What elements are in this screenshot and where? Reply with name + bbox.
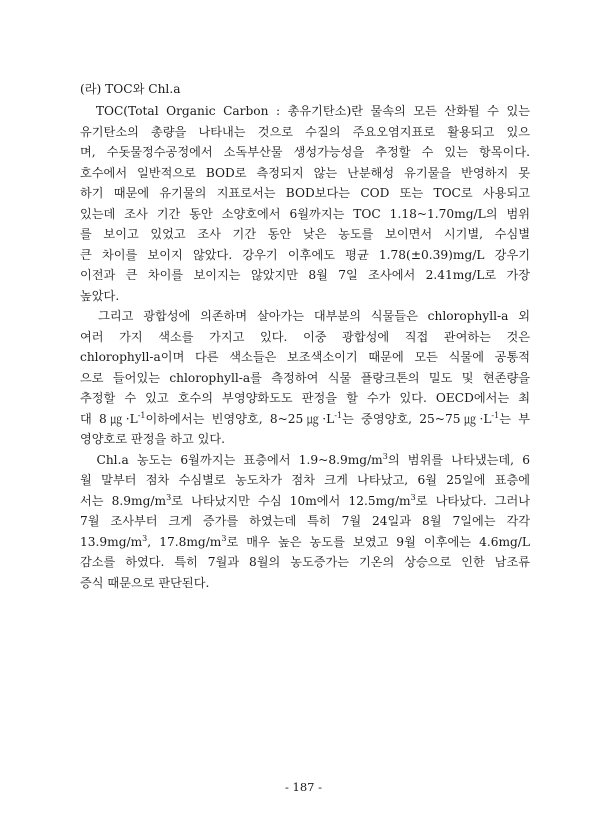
- body-line: $13.9mg/m^3$, $17.8mg/m^3$로 매우 높은 농도를 보였고 9월 이후에는 4.6mg/L: [80, 533, 531, 549]
- body-line: 이전과 큰 차이를 보이지는 않았지만 8월 7일 조사에서 2.41mg/L로 가장: [80, 268, 530, 282]
- body-line: 대 $8㎍\cdot L^{-1}$이하에서는 빈영양호, $8\sim 25㎍\cdot L^{-1}$는 중영양호, $25\sim 75㎍\cdot L^{-1}$는 부: [80, 410, 531, 426]
- page-number: - 187 -: [284, 780, 323, 794]
- body-line: 월 말부터 점차 수심별로 농도차가 점차 크게 나타났고, 6월 25일에 표층에: [80, 473, 530, 487]
- body-line: 여러 가지 색소를 가지고 있다. 이중 광합성에 직접 관여하는 것은: [80, 329, 530, 344]
- body-line: TOC(Total Organic Carbon : 총유기탄소)란 물속의 모든 산화될 수 있는: [80, 104, 530, 118]
- body-line: 7월 조사부터 크게 증가를 하였는데 특히 7월 24일과 8월 7일에는 각각: [80, 514, 530, 528]
- body-line: 영양호로 판정을 하고 있다.: [80, 432, 226, 446]
- body-line: 그리고 광합성에 의존하며 살아가는 대부분의 식물들은 chlorophyll-a 외: [80, 309, 530, 323]
- body-line: 호수에서 일반적으로 BOD로 측정되지 않는 난분해성 유기물을 반영하지 못: [80, 165, 530, 180]
- body-line: 유기탄소의 총량을 나타내는 것으로 수질의 주요오염지표로 활용되고 있으: [80, 124, 530, 139]
- body-line: 추정할 수 있고 호수의 부영양화도도 판정을 할 수가 있다. OECD에서는 최: [80, 391, 530, 405]
- body-line: 감소를 하였다. 특히 7월과 8월의 농도증가는 기온의 상승으로 인한 남조류: [80, 555, 530, 569]
- body-line: 를 보이고 있었고 조사 기간 동안 낮은 농도를 보이면서 시기별, 수심별: [80, 227, 530, 241]
- body-line: 있는데 조사 기간 동안 소양호에서 6월까지는 TOC 1.18~1.70mg/L의 범위: [80, 206, 530, 221]
- body-line: 증식 때문으로 판단된다.: [80, 575, 210, 590]
- page-body: [80, 78, 530, 593]
- body-line: 서는 $8.9mg/m^3$로 나타났지만 수심 10m에서 $12.5mg/m^3$로 나타났다. 그러나: [80, 492, 531, 508]
- body-line: 으로 들어있는 chlorophyll-a를 측정하여 식물 플랑크톤의 밀도 및 현존량을: [80, 370, 530, 385]
- body-line: 하기 때문에 유기물의 지표로서는 BOD보다는 COD 또는 TOC로 사용되고: [80, 186, 530, 200]
- body-line: chlorophyll-a이며 다른 색소들은 보조색소이기 때문에 모든 식물에 공통적: [80, 350, 530, 364]
- body-line: 큰 차이를 보이지 않았다. 강우기 이후에도 평균 1.78(±0.39)mg/L 강우기: [80, 247, 530, 262]
- body-line: 높았다.: [80, 288, 120, 303]
- body-line: Chl.a 농도는 6월까지는 표층에서 $1.9\sim 8.9mg/m^3$의 범위를 나타냈는데, 6: [80, 451, 530, 467]
- section-heading: (라) TOC와 Chl.a: [80, 82, 181, 96]
- paragraph-toc: [80, 101, 530, 306]
- paragraph-chla: [80, 450, 530, 594]
- paragraph-chlorophyll: [80, 306, 530, 450]
- body-line: 며, 수돗물정수공정에서 소독부산물 생성가능성을 추정할 수 있는 항목이다.: [80, 145, 530, 159]
